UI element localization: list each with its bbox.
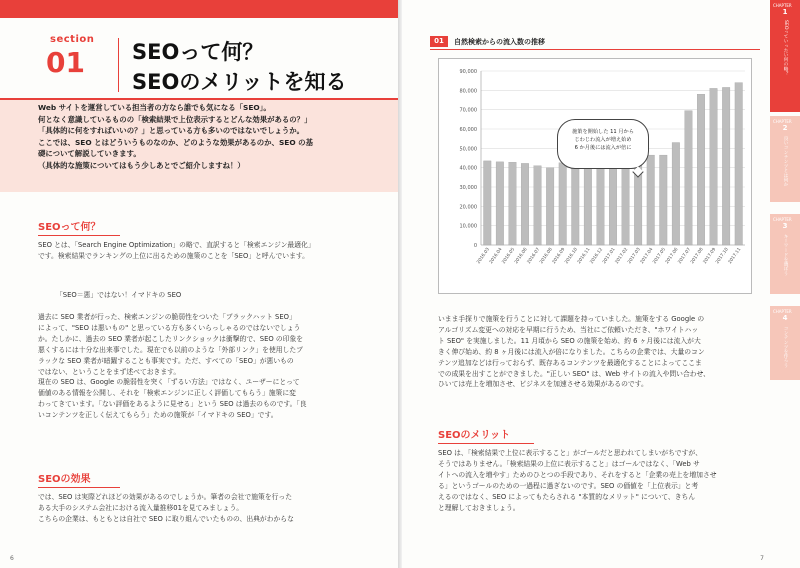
tab-number: 2 bbox=[782, 124, 788, 132]
x-tick-label: 2016.12 bbox=[589, 247, 605, 266]
paragraph-line: 価値のある情報を公開し、それを「検索エンジンに正しく評価してもらう」施策に変 bbox=[38, 389, 296, 398]
intro-line: Web サイトを運営している担当者の方なら誰でも気になる「SEO」。 bbox=[38, 103, 271, 112]
paragraph-line: ある大手のシステム会社における流入量推移01を見てみましょう。 bbox=[38, 503, 244, 512]
paragraph-line: えるのではなく、SEO によってもたらされる "本質的なメリット" について、きちん bbox=[438, 492, 696, 501]
callout-line: 施策を開始した 11 月から bbox=[572, 129, 634, 135]
x-tick-label: 2017.09 bbox=[702, 247, 718, 266]
intro-line: 礎について解説していきます。 bbox=[38, 149, 141, 159]
bar bbox=[672, 143, 680, 245]
x-tick-label: 2016.11 bbox=[576, 247, 592, 266]
page-title-line1: SEOって何？ bbox=[132, 40, 264, 64]
x-tick-label: 2016.10 bbox=[564, 247, 579, 266]
y-tick-label: 80,000 bbox=[459, 88, 477, 95]
intro-box bbox=[0, 100, 398, 192]
tab-label: CHAPTER bbox=[773, 217, 792, 222]
paragraph-line: イトへの流入を増やす」ためのひとつの手段であり、それをすると「企業の売上を増加させ bbox=[438, 470, 717, 479]
x-tick-label: 2016.05 bbox=[501, 247, 517, 266]
paragraph-line: によって、"SEO は悪いもの" と思っている方も多くいらっしゃるのではないでしょう bbox=[38, 323, 301, 332]
intro-line: 何となく意識しているものの「検索結果で上位表示するとどんな効果があるの？」 bbox=[38, 114, 312, 124]
section-divider bbox=[118, 38, 119, 92]
paragraph-line: いコンテンツを正しく伝えてもらう」ための施策が「イマドキの SEO」です。 bbox=[38, 411, 278, 420]
paragraph-3 bbox=[38, 492, 384, 525]
chart-frame bbox=[438, 58, 752, 294]
chapter-tab-1[interactable] bbox=[770, 0, 800, 112]
bar bbox=[735, 83, 743, 245]
x-tick-label: 2017.01 bbox=[602, 247, 617, 266]
intro-line: （具体的な施策についてはもう少しあとでご紹介しますね！） bbox=[38, 160, 245, 170]
y-tick-label: 10,000 bbox=[459, 223, 477, 230]
chapter-tab-4[interactable] bbox=[770, 306, 800, 380]
chart-title: 自然検索からの流入数の推移 bbox=[454, 38, 545, 46]
bar bbox=[622, 158, 630, 245]
bar bbox=[572, 163, 580, 245]
paragraph-line: こちらの企業は、もともとは自社で SEO に取り組んでいたものの、出典がわからな bbox=[38, 514, 294, 523]
chart-badge: 01 bbox=[430, 36, 448, 47]
right-paragraph-2 bbox=[438, 448, 770, 513]
paragraph-line: 悪くするには十分な出来事でした。現在でも以前のような「外部リンク」を使用したブ bbox=[38, 345, 303, 354]
tab-label: CHAPTER bbox=[773, 3, 792, 8]
tab-text: SEOっていったい何の略？ bbox=[783, 20, 788, 76]
paragraph-2 bbox=[38, 312, 384, 421]
tab-number: 4 bbox=[782, 314, 788, 322]
chapter-side-tabs bbox=[770, 0, 800, 568]
bar bbox=[509, 162, 517, 245]
right-page bbox=[402, 0, 800, 568]
y-tick-label: 60,000 bbox=[459, 127, 477, 133]
tab-label: CHAPTER bbox=[773, 119, 792, 124]
bar bbox=[559, 163, 567, 245]
x-tick-label: 2017.08 bbox=[690, 247, 705, 266]
section-header bbox=[32, 30, 392, 98]
tab-text: キーワードを選ぼう bbox=[783, 234, 788, 276]
paragraph-line: ではない、ということをまず述べておきます。 bbox=[38, 367, 181, 376]
paragraph-line: ラックな SEO 業者が暗躍することも事実です。ただ、すべての「SEO」が悪いもの bbox=[38, 356, 294, 365]
bar bbox=[597, 156, 605, 245]
x-tick-label: 2016.03 bbox=[476, 247, 491, 266]
chart-callout bbox=[557, 119, 649, 169]
paragraph-line: テンツ追加などは行っておらず、既存あるコンテンツを最適化することによってここま bbox=[438, 358, 702, 367]
section-number: 01 bbox=[46, 46, 85, 79]
bar bbox=[722, 87, 730, 245]
paragraph-line: ひいては売上を増加させ、ビジネスを加速させる効果があるのです。 bbox=[438, 380, 648, 389]
x-tick-label: 2017.10 bbox=[715, 247, 730, 266]
heading-what-is-seo: SEOって何？ bbox=[38, 218, 101, 233]
x-tick-label: 2017.11 bbox=[727, 247, 743, 266]
x-tick-label: 2016.07 bbox=[526, 247, 542, 266]
page-number-left: 6 bbox=[10, 555, 14, 562]
chart-title-rule bbox=[430, 49, 760, 50]
x-tick-label: 2016.04 bbox=[488, 247, 504, 266]
bar-chart bbox=[439, 59, 753, 295]
section-word: section bbox=[50, 34, 95, 45]
x-tick-label: 2017.02 bbox=[614, 247, 630, 266]
right-paragraph-1 bbox=[438, 314, 770, 390]
paragraph-line: では、SEO は実際どれほどの効果があるのでしょうか。筆者の会社で施策を行った bbox=[38, 493, 293, 501]
intro-line: 「具体的に何をすればいいの？」と思っている方も多いのではないでしょうか。 bbox=[38, 126, 305, 136]
chapter-tab-3[interactable] bbox=[770, 214, 800, 294]
subheading: 「SEO＝悪」ではない！イマドキの SEO bbox=[56, 291, 182, 299]
bar bbox=[609, 160, 617, 245]
tab-number: 1 bbox=[782, 8, 788, 16]
paragraph-line: です。検索結果でランキングの上位に出るための施策のことを「SEO」と呼んでいます。 bbox=[38, 251, 309, 260]
x-tick-label: 2017.05 bbox=[652, 247, 667, 266]
x-tick-label: 2016.06 bbox=[514, 247, 529, 266]
bar bbox=[685, 111, 693, 245]
y-tick-label: 70,000 bbox=[459, 107, 477, 114]
callout-line: じわじわ流入が増え始め bbox=[574, 137, 632, 143]
y-tick-label: 90,000 bbox=[459, 69, 477, 75]
chapter-tab-2[interactable] bbox=[770, 116, 800, 202]
paragraph-line: と理解しておきましょう。 bbox=[438, 503, 520, 512]
page-number-right: 7 bbox=[760, 555, 764, 562]
bar bbox=[697, 94, 705, 245]
x-tick-label: 2016.08 bbox=[539, 247, 554, 266]
y-tick-label: 0 bbox=[473, 243, 477, 249]
heading-seo-effect: SEOの効果 bbox=[38, 470, 91, 485]
chart-figure bbox=[430, 36, 760, 298]
tab-label: CHAPTER bbox=[773, 309, 792, 314]
y-tick-label: 50,000 bbox=[459, 146, 477, 153]
bar bbox=[647, 155, 655, 245]
tab-number: 3 bbox=[782, 222, 788, 230]
paragraph-line: ト SEO" を実施しました。11 月頃から SEO の施策を始め、約 6 ヶ月後には流入が大 bbox=[438, 336, 701, 345]
page-title-line2: SEOのメリットを知る bbox=[132, 70, 347, 94]
tab-text: コンテンツを作ろう bbox=[783, 326, 788, 368]
paragraph-line: わってきています。「ない評価をあるように見せる」という SEO は過去のものです。「良 bbox=[38, 400, 307, 409]
paragraph-1 bbox=[38, 240, 384, 262]
left-page bbox=[0, 0, 398, 568]
x-tick-label: 2017.06 bbox=[664, 247, 680, 266]
bar bbox=[484, 161, 492, 245]
x-tick-label: 2016.09 bbox=[551, 247, 567, 266]
paragraph-line: SEO とは、「Search Engine Optimization」の略で、直訳すると「検索エンジン最適化」 bbox=[38, 241, 315, 249]
top-accent-bar bbox=[0, 0, 398, 18]
heading-seo-merit: SEOのメリット bbox=[438, 426, 510, 441]
x-tick-label: 2017.03 bbox=[627, 247, 642, 266]
paragraph-line: 現在の SEO は、Google の脆弱性を突く「ずるい方法」ではなく、ユーザーにとって bbox=[38, 378, 300, 387]
chart-title-row bbox=[430, 36, 760, 48]
bar bbox=[496, 162, 504, 245]
y-tick-label: 30,000 bbox=[459, 185, 477, 191]
bar bbox=[710, 88, 718, 245]
paragraph-line: 過去に SEO 業者が行った、検索エンジンの脆弱性をついた「ブラックハット SEO」 bbox=[38, 313, 296, 321]
bar bbox=[521, 163, 529, 245]
callout-line: 6 か月後には流入が倍に bbox=[574, 145, 632, 151]
y-tick-label: 20,000 bbox=[459, 204, 477, 211]
tab-text: 良いコンテンツとは何か bbox=[783, 136, 788, 187]
bar bbox=[546, 168, 554, 245]
paragraph-line: SEO は、「検索結果で上位に表示すること」がゴールだと思われてしまいがちですが、 bbox=[438, 449, 702, 457]
y-tick-label: 40,000 bbox=[459, 165, 477, 172]
paragraph-line: そうではありません。「検索結果の上位に表示すること」はゴールではなく、「Web サ bbox=[438, 459, 700, 468]
paragraph-line: か。たしかに、過去の SEO 業者が起こしたリンクショックは衝撃的で、SEO の印象を bbox=[38, 334, 304, 343]
bar bbox=[584, 156, 592, 245]
x-tick-label: 2017.04 bbox=[639, 247, 655, 266]
paragraph-line: いまま手探りで施策を行うことに対して課題を持っていました。施策をする Google の bbox=[438, 315, 705, 323]
paragraph-line: る」というゴールのための一過程に過ぎないのです。SEO の価値を「上位表示」と考 bbox=[438, 481, 699, 490]
paragraph-line: での成果を出すことができました。"正しい SEO" は、Web サイトの流入や問い合わせ、 bbox=[438, 369, 710, 378]
intro-line: ここでは、SEO とはどういうものなのか、どのような効果があるのか、SEO の基 bbox=[38, 137, 313, 147]
x-tick-label: 2017.07 bbox=[677, 247, 693, 266]
paragraph-line: きく伸び始め、約 8 ヶ月後には流入が倍になりました。こちらの企業では、大量のコン bbox=[438, 347, 705, 356]
paragraph-line: アルゴリズム変更への対応を早期に行うため、当社にご依頼いただき、"ホワイトハッ bbox=[438, 325, 699, 334]
bar bbox=[534, 166, 542, 245]
bar bbox=[660, 155, 668, 245]
